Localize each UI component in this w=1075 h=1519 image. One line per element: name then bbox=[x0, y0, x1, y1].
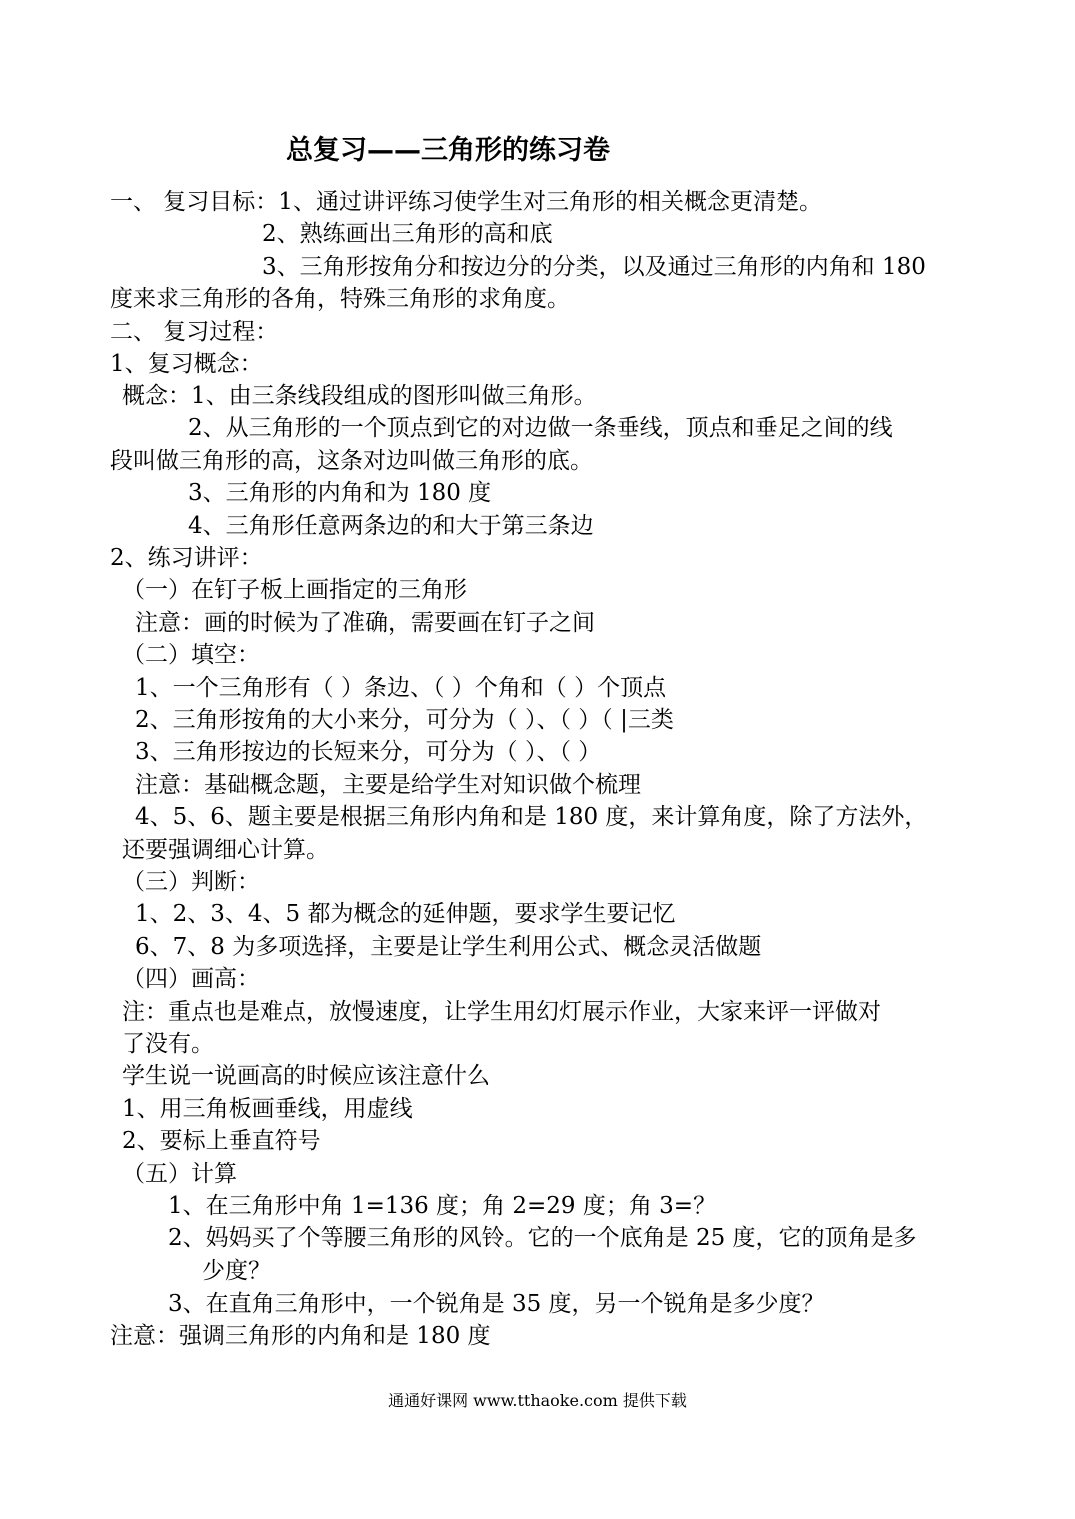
goal-line-1: 一、 复习目标：1、通过讲评练习使学生对三角形的相关概念更清楚。 bbox=[110, 189, 822, 215]
angle-questions-note: 4、5、6、题主要是根据三角形内角和是 180 度，来计算角度，除了方法外， bbox=[135, 804, 928, 830]
section-2-note: 注意：基础概念题，主要是给学生对知识做个梳理 bbox=[135, 772, 641, 798]
section-1-note: 注意：画的时候为了准确，需要画在钉子之间 bbox=[135, 610, 595, 636]
footer-source: 通通好课网 www.tthaoke.com 提供下载 bbox=[388, 1391, 687, 1410]
review-heading: 2、练习讲评： bbox=[110, 545, 263, 571]
height-tip-1: 1、用三角板画垂线，用虚线 bbox=[122, 1096, 413, 1122]
angle-questions-note-cont: 还要强调细心计算。 bbox=[122, 837, 329, 863]
section-2-heading: （二）填空： bbox=[122, 642, 260, 668]
concept-2: 2、从三角形的一个顶点到它的对边做一条垂线，顶点和垂足之间的线 bbox=[188, 415, 893, 441]
calc-2-cont: 少度？ bbox=[202, 1258, 271, 1284]
judge-note-1: 1、2、3、4、5 都为概念的延伸题，要求学生要记忆 bbox=[135, 901, 676, 927]
concept-4: 4、三角形任意两条边的和大于第三条边 bbox=[188, 513, 594, 539]
height-note-cont: 了没有。 bbox=[122, 1031, 214, 1057]
judge-note-2: 6、7、8 为多项选择，主要是让学生利用公式、概念灵活做题 bbox=[135, 934, 762, 960]
section-1-heading: （一）在钉子板上画指定的三角形 bbox=[122, 577, 467, 603]
goal-line-3-cont: 度来求三角形的各角，特殊三角形的求角度。 bbox=[110, 286, 570, 312]
page-title: 总复习——三角形的练习卷 bbox=[286, 135, 610, 166]
goal-line-2: 2、熟练画出三角形的高和底 bbox=[262, 221, 553, 247]
goal-line-3: 3、三角形按角分和按边分的分类，以及通过三角形的内角和 180 bbox=[262, 254, 926, 280]
concept-heading: 1、复习概念： bbox=[110, 351, 263, 377]
height-note: 注：重点也是难点，放慢速度，让学生用幻灯展示作业，大家来评一评做对 bbox=[122, 999, 881, 1025]
concept-3: 3、三角形的内角和为 180 度 bbox=[188, 480, 492, 506]
calc-1: 1、在三角形中角 1=136 度；角 2=29 度；角 3=？ bbox=[168, 1193, 717, 1219]
concept-2-cont: 段叫做三角形的高，这条对边叫做三角形的底。 bbox=[110, 448, 593, 474]
process-heading: 二、 复习过程： bbox=[110, 319, 279, 345]
final-note: 注意：强调三角形的内角和是 180 度 bbox=[110, 1323, 491, 1349]
height-discussion: 学生说一说画高的时候应该注意什么 bbox=[122, 1063, 490, 1089]
section-3-heading: （三）判断： bbox=[122, 869, 260, 895]
fill-blank-1: 1、一个三角形有（ ）条边、（ ）个角和（ ）个顶点 bbox=[135, 675, 667, 701]
fill-blank-2: 2、三角形按角的大小来分，可分为（ ）、（ ）（ |三类 bbox=[135, 707, 674, 733]
calc-3: 3、在直角三角形中，一个锐角是 35 度，另一个锐角是多少度？ bbox=[168, 1291, 825, 1317]
section-5-heading: （五）计算 bbox=[122, 1161, 237, 1187]
concept-1: 概念：1、由三条线段组成的图形叫做三角形。 bbox=[122, 383, 597, 409]
height-tip-2: 2、要标上垂直符号 bbox=[122, 1128, 321, 1154]
calc-2: 2、妈妈买了个等腰三角形的风铃。它的一个底角是 25 度，它的顶角是多 bbox=[168, 1225, 917, 1251]
fill-blank-3: 3、三角形按边的长短来分，可分为（ ）、（ ） bbox=[135, 739, 602, 765]
section-4-heading: （四）画高： bbox=[122, 966, 260, 992]
